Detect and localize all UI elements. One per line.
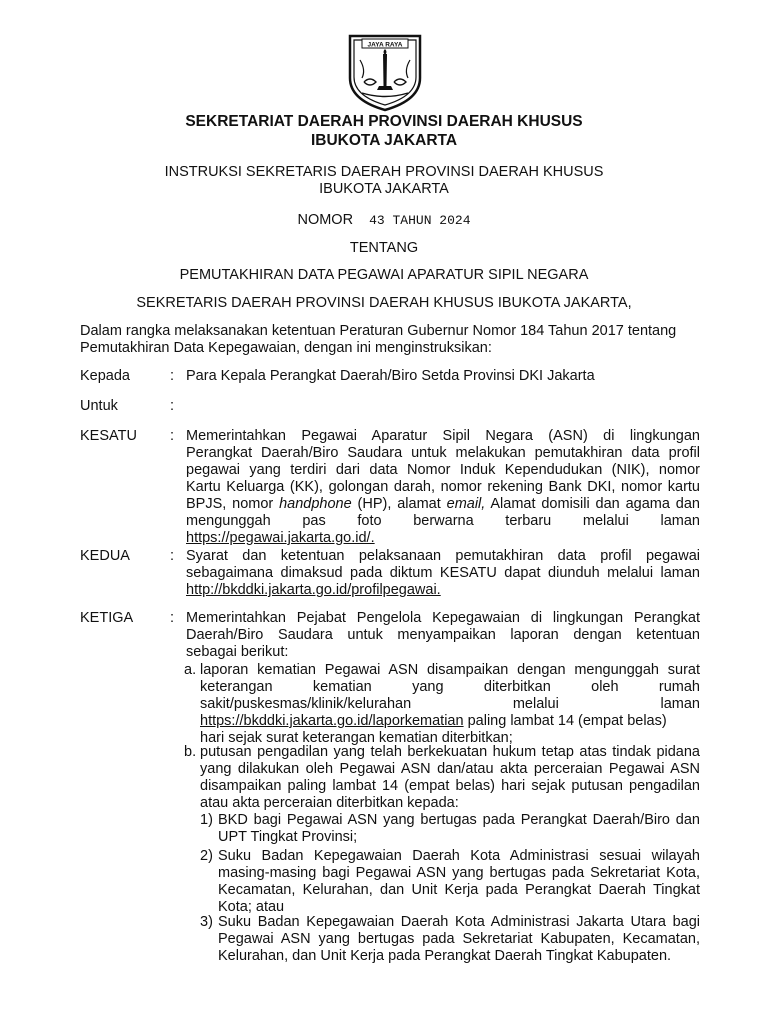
kesatu-line: Memerintahkan Pegawai Aparatur Sipil Negara (ASN) di lingkungan [186, 428, 700, 444]
issuer-title: SEKRETARIS DAERAH PROVINSI DAERAH KHUSUS IBUKOTA JAKARTA, [136, 295, 632, 311]
kesatu-section [80, 428, 700, 546]
ketiga-item-b: b. putusan pengadilan yang telah berkekuatan hukum tetap atas tindak pidana yang dilakukan oleh Pegawai ASN dan/atau akta perceraian Pegawai ASN disampaikan paling lambat 14 (empat belas) hari sejak putusan pengadilan atau akta perceraian diterbitkan kepada: [184, 744, 700, 811]
kedua-colon: : [170, 548, 175, 564]
nomor-value: 43 TAHUN 2024 [369, 213, 471, 228]
svg-text:JAYA RAYA: JAYA RAYA [367, 41, 403, 49]
ketiga-b-subitem-2: 2) Suku Badan Kepegawaian Daerah Kota Administrasi sesuai wilayah masing-masing bagi Pegawai ASN yang bertugas pada Sekretariat Kota, Kecamatan, Kelurahan, dan Unit Kerja pada Perangkat Daerah Tingkat Kota; atau [200, 848, 700, 915]
header-line-2: IBUKOTA JAKARTA [310, 132, 458, 149]
ketiga-b-subitem-3: 3) Suku Badan Kepegawaian Daerah Kota Administrasi Jakarta Utara bagi Pegawai ASN yang bertugas pada Sekretariat Kabupaten, Kecamatan, Kelurahan, dan Unit Kerja pada Perangkat Daerah Tingkat Kabupaten. [200, 914, 700, 964]
kedua-line: Syarat dan ketentuan pelaksanaan pemutakhiran data profil pegawai [186, 548, 700, 564]
ketiga-section [80, 610, 700, 664]
ketiga-b-subitem-1: 1) BKD bagi Pegawai ASN yang bertugas pada Perangkat Daerah/Biro dan UPT Tingkat Provinsi; [200, 812, 700, 845]
subitem-marker: 2) [200, 848, 213, 864]
subitem-marker: 3) [200, 914, 213, 930]
lapor-kematian-link[interactable]: https://bkddki.jakarta.go.id/laporkematian [200, 713, 464, 729]
instruction-title-2: IBUKOTA JAKARTA [319, 181, 449, 197]
ketiga-item-a: a. laporan kematian Pegawai ASN disampaikan dengan mengunggah surat keterangan kematian yang diterbitkan oleh rumah sakit/puskesmas/klinik/kelurahan melalui laman https://bkddki.jakarta.go.id/laporkematian paling lambat 14 (empat belas) hari sejak surat keterangan kematian diterbitkan; [184, 662, 700, 746]
kesatu-text [186, 428, 700, 547]
ketiga-line: Daerah/Biro Saudara untuk menyampaikan laporan dengan ketentuan [186, 627, 700, 643]
nomor-line [0, 212, 768, 229]
kedua-text [186, 548, 700, 599]
jakarta-emblem-icon [346, 30, 424, 112]
instruction-title-1: INSTRUKSI SEKRETARIS DAERAH PROVINSI DAERAH KHUSUS [164, 164, 604, 180]
tentang-label: TENTANG [349, 240, 419, 256]
kesatu-line: Perangkat Daerah/Biro Saudara untuk melakukan pemutakhiran data profil [186, 445, 700, 461]
ketiga-line: sebagai berikut: [186, 644, 289, 660]
kepada-colon: : [170, 368, 175, 384]
kepada-row [80, 368, 700, 386]
profil-pegawai-link[interactable]: http://bkddki.jakarta.go.id/profilpegawai. [186, 582, 441, 598]
pegawai-portal-link[interactable]: https://pegawai.jakarta.go.id/. [186, 530, 375, 546]
untuk-colon: : [170, 398, 175, 414]
untuk-label: Untuk [80, 398, 118, 414]
item-marker: b. [184, 744, 197, 760]
kesatu-line: mengunggah pas foto berwarna terbaru melalui laman [186, 513, 700, 529]
ketiga-colon: : [170, 610, 175, 626]
intro-line-1: Dalam rangka melaksanakan ketentuan Peraturan Gubernur Nomor 184 Tahun 2017 tentang [80, 323, 677, 339]
kesatu-line: BPJS, nomor handphone (HP), alamat email, Alamat domisili dan agama dan [186, 496, 700, 512]
kepada-label: Kepada [80, 368, 130, 384]
ketiga-line: Memerintahkan Pejabat Pengelola Kepegawaian di lingkungan Perangkat [186, 610, 700, 626]
kesatu-colon: : [170, 428, 175, 444]
untuk-row [80, 398, 700, 416]
kesatu-line: Kartu Keluarga (KK), golongan darah, nomor rekening Bank DKI, nomor kartu [186, 479, 700, 495]
kedua-section [80, 548, 700, 602]
kesatu-line: pegawai yang terdiri dari data Nomor Induk Kependudukan (NIK), nomor [186, 462, 700, 478]
ketiga-label: KETIGA [80, 610, 134, 626]
subject-title: PEMUTAKHIRAN DATA PEGAWAI APARATUR SIPIL NEGARA [179, 267, 589, 283]
ketiga-text [186, 610, 700, 661]
kepada-text: Para Kepala Perangkat Daerah/Biro Setda Provinsi DKI Jakarta [186, 368, 595, 384]
kesatu-label: KESATU [80, 428, 137, 444]
subitem-marker: 1) [200, 812, 213, 828]
intro-line-2: Pemutakhiran Data Kepegawaian, dengan ini menginstruksikan: [80, 340, 492, 356]
header-line-1: SEKRETARIAT DAERAH PROVINSI DAERAH KHUSUS [185, 113, 583, 130]
item-marker: a. [184, 662, 197, 678]
nomor-label: NOMOR [297, 212, 354, 228]
kedua-label: KEDUA [80, 548, 130, 564]
kedua-line: sebagaimana dimaksud pada diktum KESATU dapat diunduh melalui laman [186, 565, 700, 581]
